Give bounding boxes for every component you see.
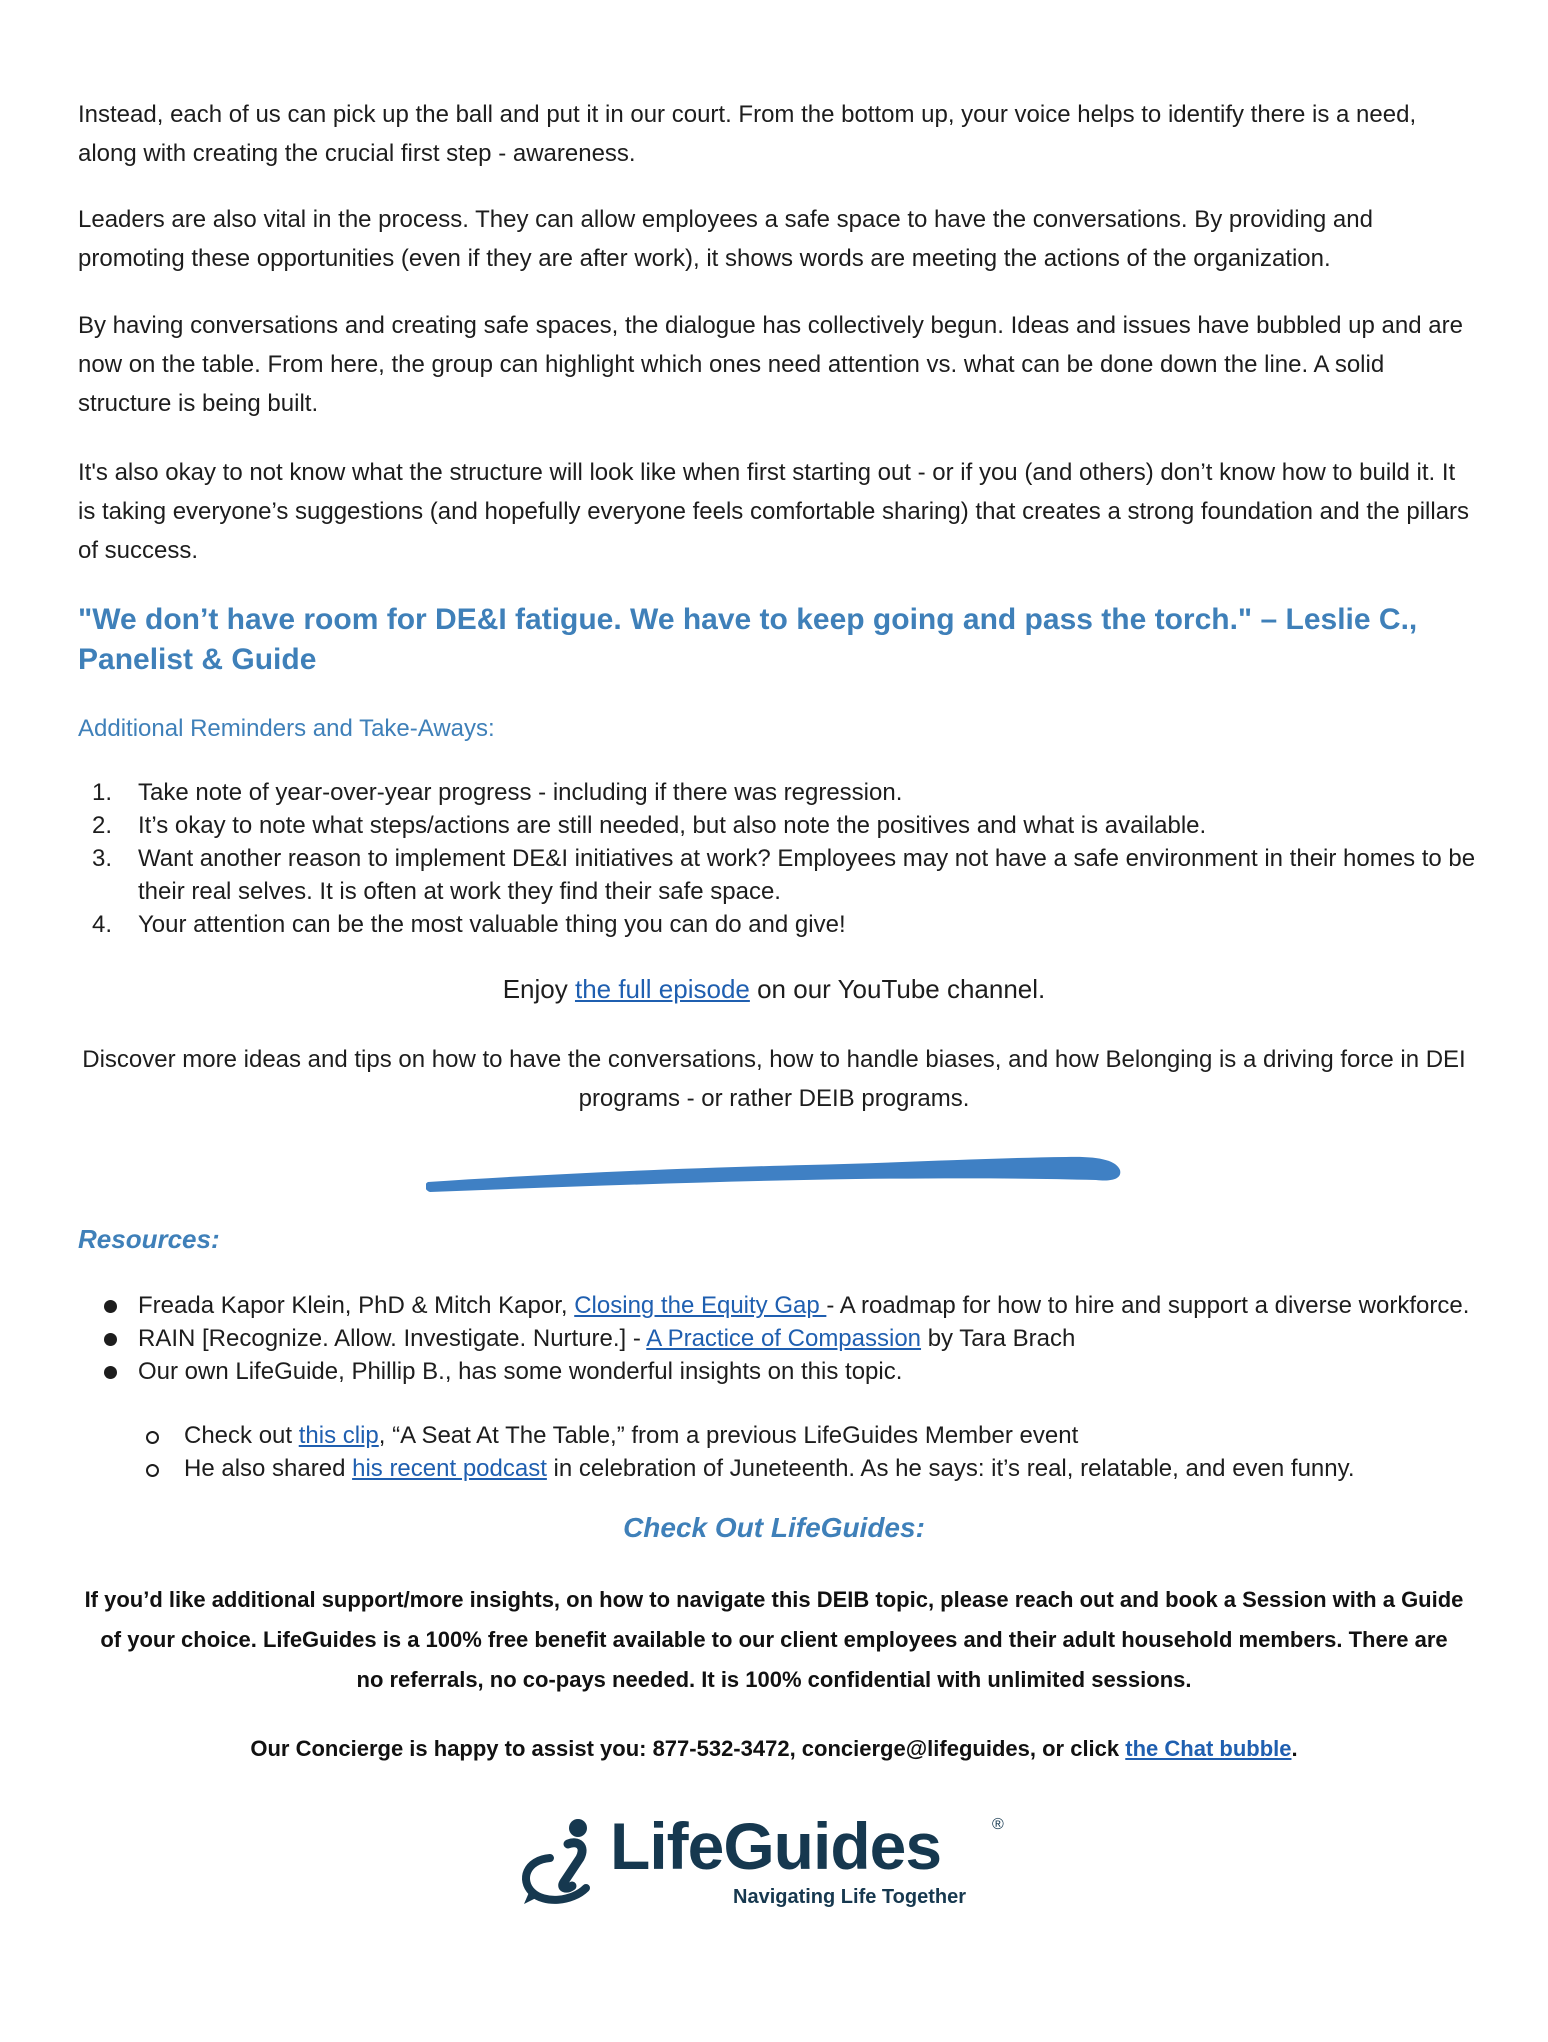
- hollow-bullet-icon: [146, 1464, 159, 1477]
- closing-equity-gap-link[interactable]: Closing the Equity Gap: [574, 1292, 827, 1319]
- resource-text: - A roadmap for how to hire and support a diverse workforce.: [826, 1292, 1470, 1319]
- resource-text: by Tara Brach: [921, 1325, 1076, 1352]
- concierge-text: Our Concierge is happy to assist you: 877-532-3472, concierge@lifeguides, or click: [250, 1736, 1126, 1761]
- resource-text: in celebration of Juneteenth. As he says: it’s real, relatable, and even funny.: [546, 1455, 1355, 1482]
- list-number: 1.: [92, 779, 113, 806]
- this-clip-link[interactable]: this clip: [298, 1422, 379, 1449]
- takeaways-heading: Additional Reminders and Take-Aways:: [78, 715, 495, 742]
- takeaways-list: [78, 776, 1478, 941]
- list-number: 3.: [92, 845, 113, 872]
- bullet-icon: [104, 1366, 117, 1379]
- recent-podcast-link[interactable]: his recent podcast: [352, 1455, 547, 1482]
- episode-suffix: on our YouTube channel.: [749, 974, 1046, 1004]
- resource-text: , “A Seat At The Table,” from a previous LifeGuides Member event: [378, 1422, 1079, 1449]
- bullet-icon: [104, 1333, 117, 1346]
- practice-of-compassion-link[interactable]: A Practice of Compassion: [646, 1325, 922, 1352]
- resource-text: Check out: [184, 1422, 299, 1449]
- list-item: [78, 809, 1478, 842]
- list-item: [78, 1323, 1478, 1354]
- paragraph-leaders: Leaders are also vital in the process. They can allow employees a safe space to have the conversations. By providing and promoting these opportunities (even if they are after work), it shows words are meeting the actions of the organization.: [78, 206, 1373, 272]
- resources-sublist: [138, 1419, 1438, 1485]
- resource-text: He also shared: [184, 1455, 353, 1482]
- list-item: [138, 1419, 1438, 1452]
- list-item-text: It’s okay to note what steps/actions are still needed, but also note the positives and what is available.: [138, 812, 1207, 839]
- list-item: [78, 1290, 1478, 1321]
- list-item: [78, 1356, 1478, 1387]
- check-out-title: Check Out LifeGuides:: [623, 1512, 925, 1543]
- concierge-line: [0, 1736, 1548, 1762]
- brush-stroke-divider: [426, 1148, 1126, 1198]
- list-item: [78, 908, 1478, 941]
- episode-line: [78, 970, 1470, 1009]
- resources-list: [78, 1290, 1478, 1389]
- resources-title: Resources:: [78, 1224, 220, 1254]
- brush-stroke-shape: [426, 1157, 1120, 1192]
- full-episode-link[interactable]: the full episode: [574, 974, 750, 1004]
- list-item: [78, 776, 1478, 809]
- list-item-text: Your attention can be the most valuable thing you can do and give!: [138, 911, 846, 938]
- support-paragraph: If you’d like additional support/more insights, on how to navigate this DEIB topic, please reach out and book a Session with a Guide of your choice. LifeGuides is a 100% free benefit available to our client employees and their adult household members. There are no referrals, no co-pays needed. It is 100% confidential with unlimited sessions.: [84, 1587, 1464, 1692]
- registered-mark: ®: [992, 1816, 1004, 1833]
- resource-text: Our own LifeGuide, Phillip B., has some wonderful insights on this topic.: [138, 1358, 903, 1385]
- concierge-text-end: .: [1291, 1736, 1298, 1761]
- lifeguides-logo-icon: [520, 1818, 602, 1906]
- logo-tagline: Navigating Life Together: [733, 1886, 966, 1908]
- list-number: 4.: [92, 911, 113, 938]
- paragraph-conversations: By having conversations and creating safe spaces, the dialogue has collectively begun. Ideas and issues have bubbled up and are now on the table. From here, the group can highlight which ones need attention vs. what can be done down the line. A solid structure is being built.: [78, 312, 1463, 417]
- list-item-text: Want another reason to implement DE&I initiatives at work? Employees may not have a safe environment in their homes to be their real selves. It is often at work they find their safe space.: [138, 845, 1476, 905]
- list-item: [138, 1452, 1438, 1485]
- resource-text: RAIN [Recognize. Allow. Investigate. Nurture.] -: [138, 1325, 647, 1352]
- bullet-icon: [104, 1300, 117, 1313]
- hollow-bullet-icon: [146, 1431, 159, 1444]
- episode-prefix: Enjoy: [502, 974, 575, 1004]
- logo-wordmark: LifeGuides: [610, 1809, 942, 1883]
- list-number: 2.: [92, 812, 113, 839]
- list-item-text: Take note of year-over-year progress - including if there was regression.: [138, 779, 903, 806]
- paragraph-bottom-up: Instead, each of us can pick up the ball and put it in our court. From the bottom up, your voice helps to identify there is a need, along with creating the crucial first step - awareness.: [78, 101, 1417, 167]
- resource-text: Freada Kapor Klein, PhD & Mitch Kapor,: [138, 1292, 575, 1319]
- discover-paragraph: Discover more ideas and tips on how to have the conversations, how to handle biases, and how Belonging is a driving force in DEI programs - or rather DEIB programs.: [82, 1046, 1466, 1112]
- lifeguides-logo: [520, 1809, 1040, 1912]
- paragraph-structure: It's also okay to not know what the structure will look like when first starting out - or if you (and others) don’t know how to build it. It is taking everyone’s suggestions (and hopefully everyone feels comfortable sharing) that creates a strong foundation and the pillars of success.: [78, 459, 1470, 564]
- chat-bubble-link[interactable]: the Chat bubble: [1125, 1736, 1292, 1761]
- list-item: [78, 842, 1478, 908]
- pull-quote: "We don’t have room for DE&I fatigue. We have to keep going and pass the torch." – Leslie C., Panelist & Guide: [78, 603, 1418, 676]
